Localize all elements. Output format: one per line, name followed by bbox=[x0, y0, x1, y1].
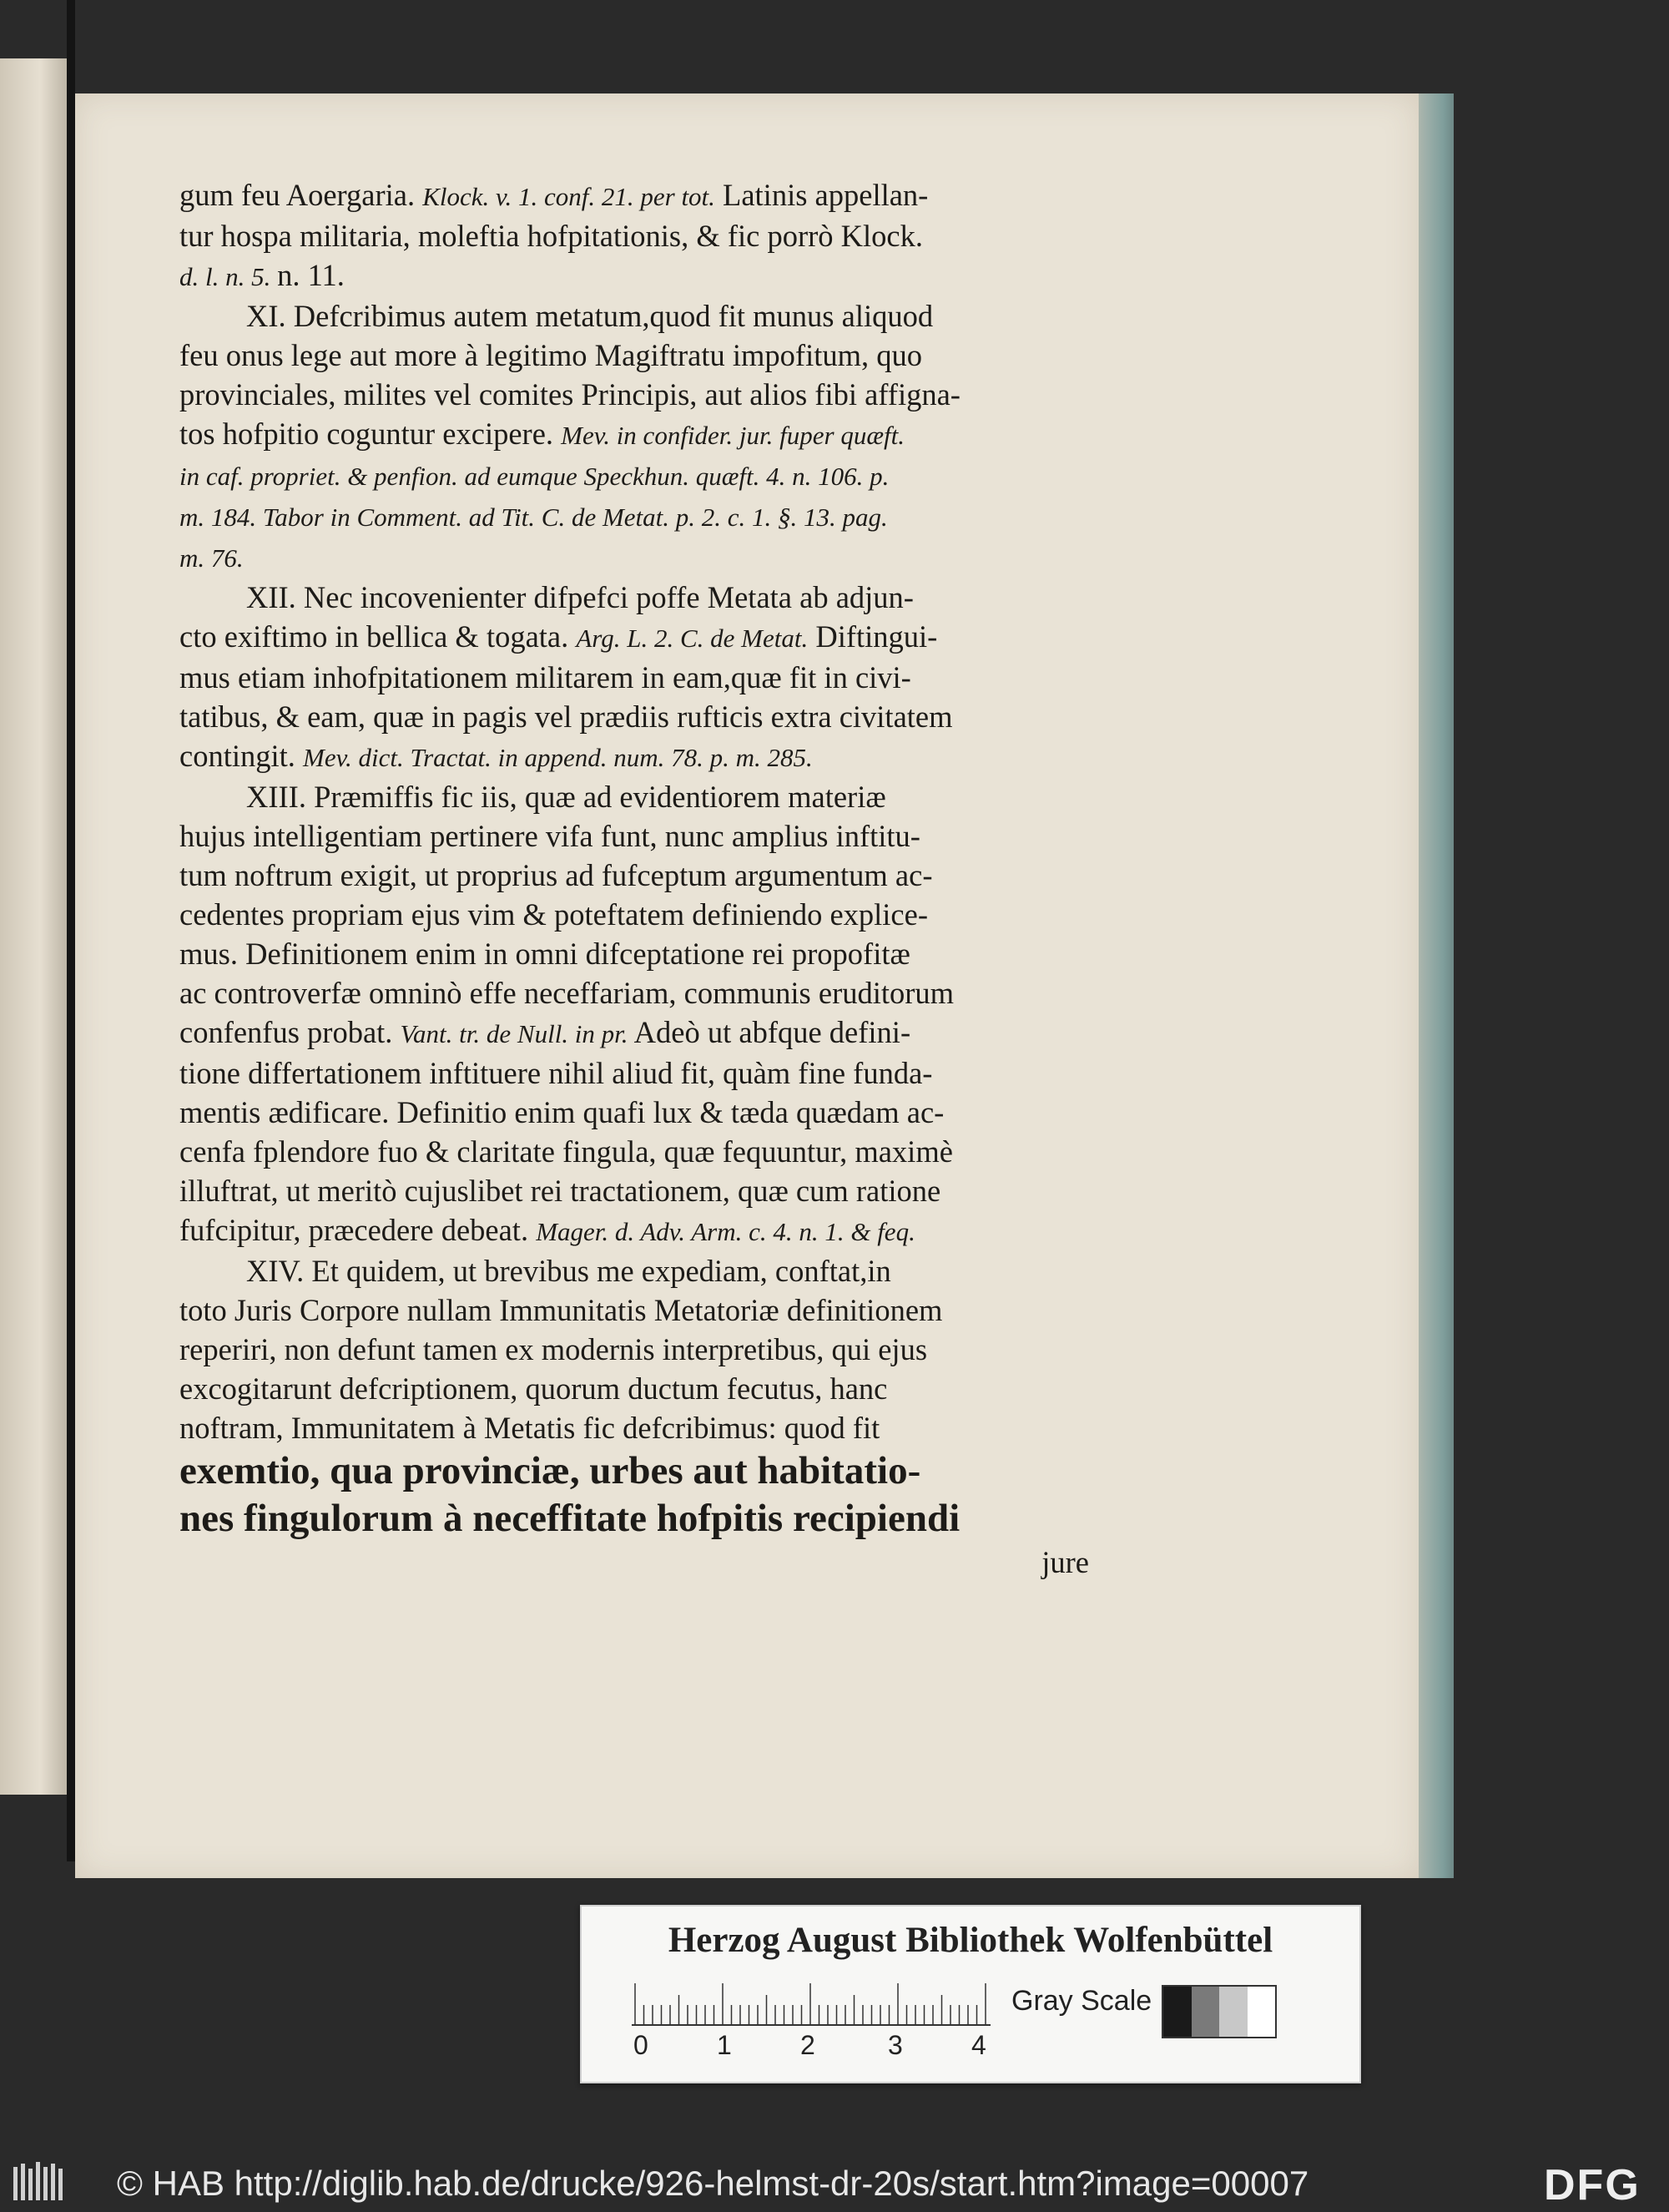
text-line bbox=[179, 934, 1089, 973]
body-text: hujus intelligentiam pertinere vifa funt, nunc amplius inftitu- bbox=[179, 819, 920, 853]
body-text: confenfus probat. bbox=[179, 1015, 401, 1049]
citation-text: Klock. v. 1. conf. 21. per tot. bbox=[422, 182, 715, 211]
body-text: provinciales, milites vel comites Principis, aut alios fibi affigna- bbox=[179, 377, 961, 412]
text-line bbox=[179, 1053, 1089, 1093]
text-line bbox=[179, 255, 1089, 296]
text-line bbox=[179, 175, 1089, 216]
body-text: tur hosp bbox=[179, 219, 279, 253]
body-text: cedentes propriam ejus vim & poteftatem definiendo explice- bbox=[179, 897, 928, 932]
ruler-scale bbox=[632, 1982, 991, 2027]
text-line bbox=[179, 455, 1089, 496]
color-target bbox=[580, 1905, 1361, 2083]
body-text: a militaria, moleftia hofpitationis, & fic porrò Klock. bbox=[278, 219, 924, 253]
body-text: tione differtationem inftituere nihil aliud fit, quàm fine funda- bbox=[179, 1056, 933, 1090]
body-text: gum feu Aoergaria. bbox=[179, 178, 423, 212]
text-line bbox=[179, 1369, 1089, 1408]
text-line bbox=[179, 375, 1089, 414]
body-text: fufcipitur, præcedere debeat. bbox=[179, 1213, 537, 1247]
body-text: Diftingui- bbox=[808, 619, 938, 654]
text-line bbox=[179, 336, 1089, 375]
text-line bbox=[179, 736, 1089, 777]
text-line bbox=[179, 496, 1089, 537]
body-text: feu onus lege aut more à legitimo Magiftratu impofitum, quo bbox=[179, 338, 922, 372]
body-text: mus. Definitionem enim in omni difceptatione rei propofitæ bbox=[179, 937, 910, 971]
text-line bbox=[179, 1330, 1089, 1369]
text-line bbox=[179, 1013, 1089, 1053]
body-text: XIV. Et quidem, ut brevibus me expediam, conftat,in bbox=[246, 1254, 891, 1288]
citation-text: m. 76. bbox=[179, 543, 244, 573]
text-line bbox=[179, 1290, 1089, 1330]
gray-scale-label: Gray Scale bbox=[1011, 1985, 1152, 2017]
citation-text: m. 184. Tabor in Comment. ad Tit. C. de Metat. p. 2. c. 1. §. 13. pag. bbox=[179, 502, 888, 532]
citation-text: Mev. in confider. jur. fuper quæft. bbox=[561, 421, 905, 450]
previous-page-edge bbox=[0, 58, 67, 1795]
gray-swatch bbox=[1163, 1987, 1192, 2037]
body-text: illuftrat, ut meritò cujuslibet rei tractationem, quæ cum ratione bbox=[179, 1174, 941, 1208]
body-text: XIII. Præmiffis fic iis, quæ ad evidentiorem materiæ bbox=[246, 780, 886, 814]
text-line bbox=[179, 1210, 1089, 1251]
body-text: tatibus, & eam, quæ in pagis vel prædiis rufticis extra civitatem bbox=[179, 699, 953, 734]
text-line bbox=[179, 617, 1089, 658]
body-text: mus etiam inhofpitationem militarem in eam,quæ fit in civi- bbox=[179, 660, 911, 694]
source-url[interactable]: © HAB http://diglib.hab.de/drucke/926-helmst-dr-20s/start.htm?image=00007 bbox=[117, 2164, 1309, 2203]
body-text: cenfa fplendore fuo & claritate fingula, quæ fequuntur, maximè bbox=[179, 1134, 953, 1169]
text-line bbox=[179, 816, 1089, 856]
text-line bbox=[179, 658, 1089, 697]
text-line bbox=[179, 296, 1089, 336]
text-line bbox=[179, 856, 1089, 895]
body-text: contingit. bbox=[179, 739, 304, 773]
citation-text: Mager. d. Adv. Arm. c. 4. n. 1. & feq. bbox=[536, 1217, 915, 1246]
ruler-number-1: 1 bbox=[717, 2030, 732, 2060]
citation-text: Mev. dict. Tractat. in append. num. 78. p. m. 285. bbox=[303, 743, 813, 772]
citation-text: in caf. propriet. & penfion. ad eumque Speckhun. quæft. 4. n. 106. p. bbox=[179, 462, 890, 491]
body-text: n. 11. bbox=[277, 258, 345, 292]
text-line bbox=[179, 1171, 1089, 1210]
text-line bbox=[179, 578, 1089, 617]
body-text: mentis ædificare. Definitio enim quafi lux & tæda quædam ac- bbox=[179, 1095, 945, 1129]
body-text: reperiri, non defunt tamen ex modernis interpretibus, qui ejus bbox=[179, 1332, 928, 1366]
hab-logo-icon bbox=[10, 2159, 70, 2207]
body-text: Latinis appellan- bbox=[714, 178, 929, 212]
page-text bbox=[179, 175, 1089, 1582]
gray-swatch bbox=[1192, 1987, 1220, 2037]
text-line bbox=[179, 1408, 1089, 1447]
body-text: nes fingulorum à neceffitate hofpitis recipiendi bbox=[179, 1497, 961, 1540]
library-name: Herzog August Bibliothek Wolfenbüttel bbox=[668, 1921, 1273, 1960]
body-text: noftram, Immunitatem à Metatis fic defcribimus: quod fit bbox=[179, 1411, 880, 1445]
body-text: cto exiftimo in bellica & togata. bbox=[179, 619, 577, 654]
text-line bbox=[179, 537, 1089, 578]
body-text: tum noftrum exigit, ut proprius ad fufceptum argumentum ac- bbox=[179, 858, 933, 892]
text-line bbox=[179, 777, 1089, 816]
body-text: ac controverfæ omninò effe neceffariam, communis eruditorum bbox=[179, 976, 955, 1010]
body-text: exemtio, qua provinciæ, urbes aut habitatio- bbox=[179, 1449, 921, 1492]
citation-text: Arg. L. 2. C. de Metat. bbox=[576, 624, 809, 653]
body-text: XII. Nec incovenienter difpefci poffe Metata ab adjun- bbox=[246, 580, 914, 614]
text-line bbox=[179, 1093, 1089, 1132]
ruler-number-2: 2 bbox=[800, 2030, 815, 2060]
text-line bbox=[179, 1132, 1089, 1171]
ruler-number-3: 3 bbox=[888, 2030, 903, 2060]
text-line bbox=[179, 216, 1089, 255]
citation-text: d. l. n. 5. bbox=[179, 262, 278, 291]
gray-swatch bbox=[1219, 1987, 1248, 2037]
body-text: Adeò ut abfque defini- bbox=[628, 1015, 911, 1049]
text-line bbox=[179, 1251, 1089, 1290]
text-line bbox=[179, 1495, 1089, 1543]
ruler-number-4: 4 bbox=[971, 2030, 986, 2060]
body-text: jure bbox=[1041, 1545, 1089, 1579]
text-line bbox=[179, 895, 1089, 934]
dfg-logo: DFG bbox=[1544, 2161, 1641, 2209]
ruler-number-0: 0 bbox=[633, 2030, 648, 2060]
body-text: toto Juris Corpore nullam Immunitatis Metatoriæ definitionem bbox=[179, 1293, 943, 1327]
text-line bbox=[179, 1543, 1089, 1582]
gray-scale-bar bbox=[1162, 1985, 1277, 2038]
gray-swatch bbox=[1248, 1987, 1276, 2037]
binding-shadow bbox=[67, 0, 75, 1861]
body-text: XI. Defcribimus autem metatum,quod fit munus aliquod bbox=[246, 299, 934, 333]
text-line bbox=[179, 414, 1089, 455]
footer-bar bbox=[0, 2154, 1669, 2212]
citation-text: Vant. tr. de Null. in pr. bbox=[400, 1019, 628, 1048]
body-text: excogitarunt defcriptionem, quorum ductum fecutus, hanc bbox=[179, 1371, 888, 1406]
text-line bbox=[179, 1447, 1089, 1495]
text-line bbox=[179, 973, 1089, 1013]
body-text: tos hofpitio coguntur excipere. bbox=[179, 417, 562, 451]
text-line bbox=[179, 697, 1089, 736]
